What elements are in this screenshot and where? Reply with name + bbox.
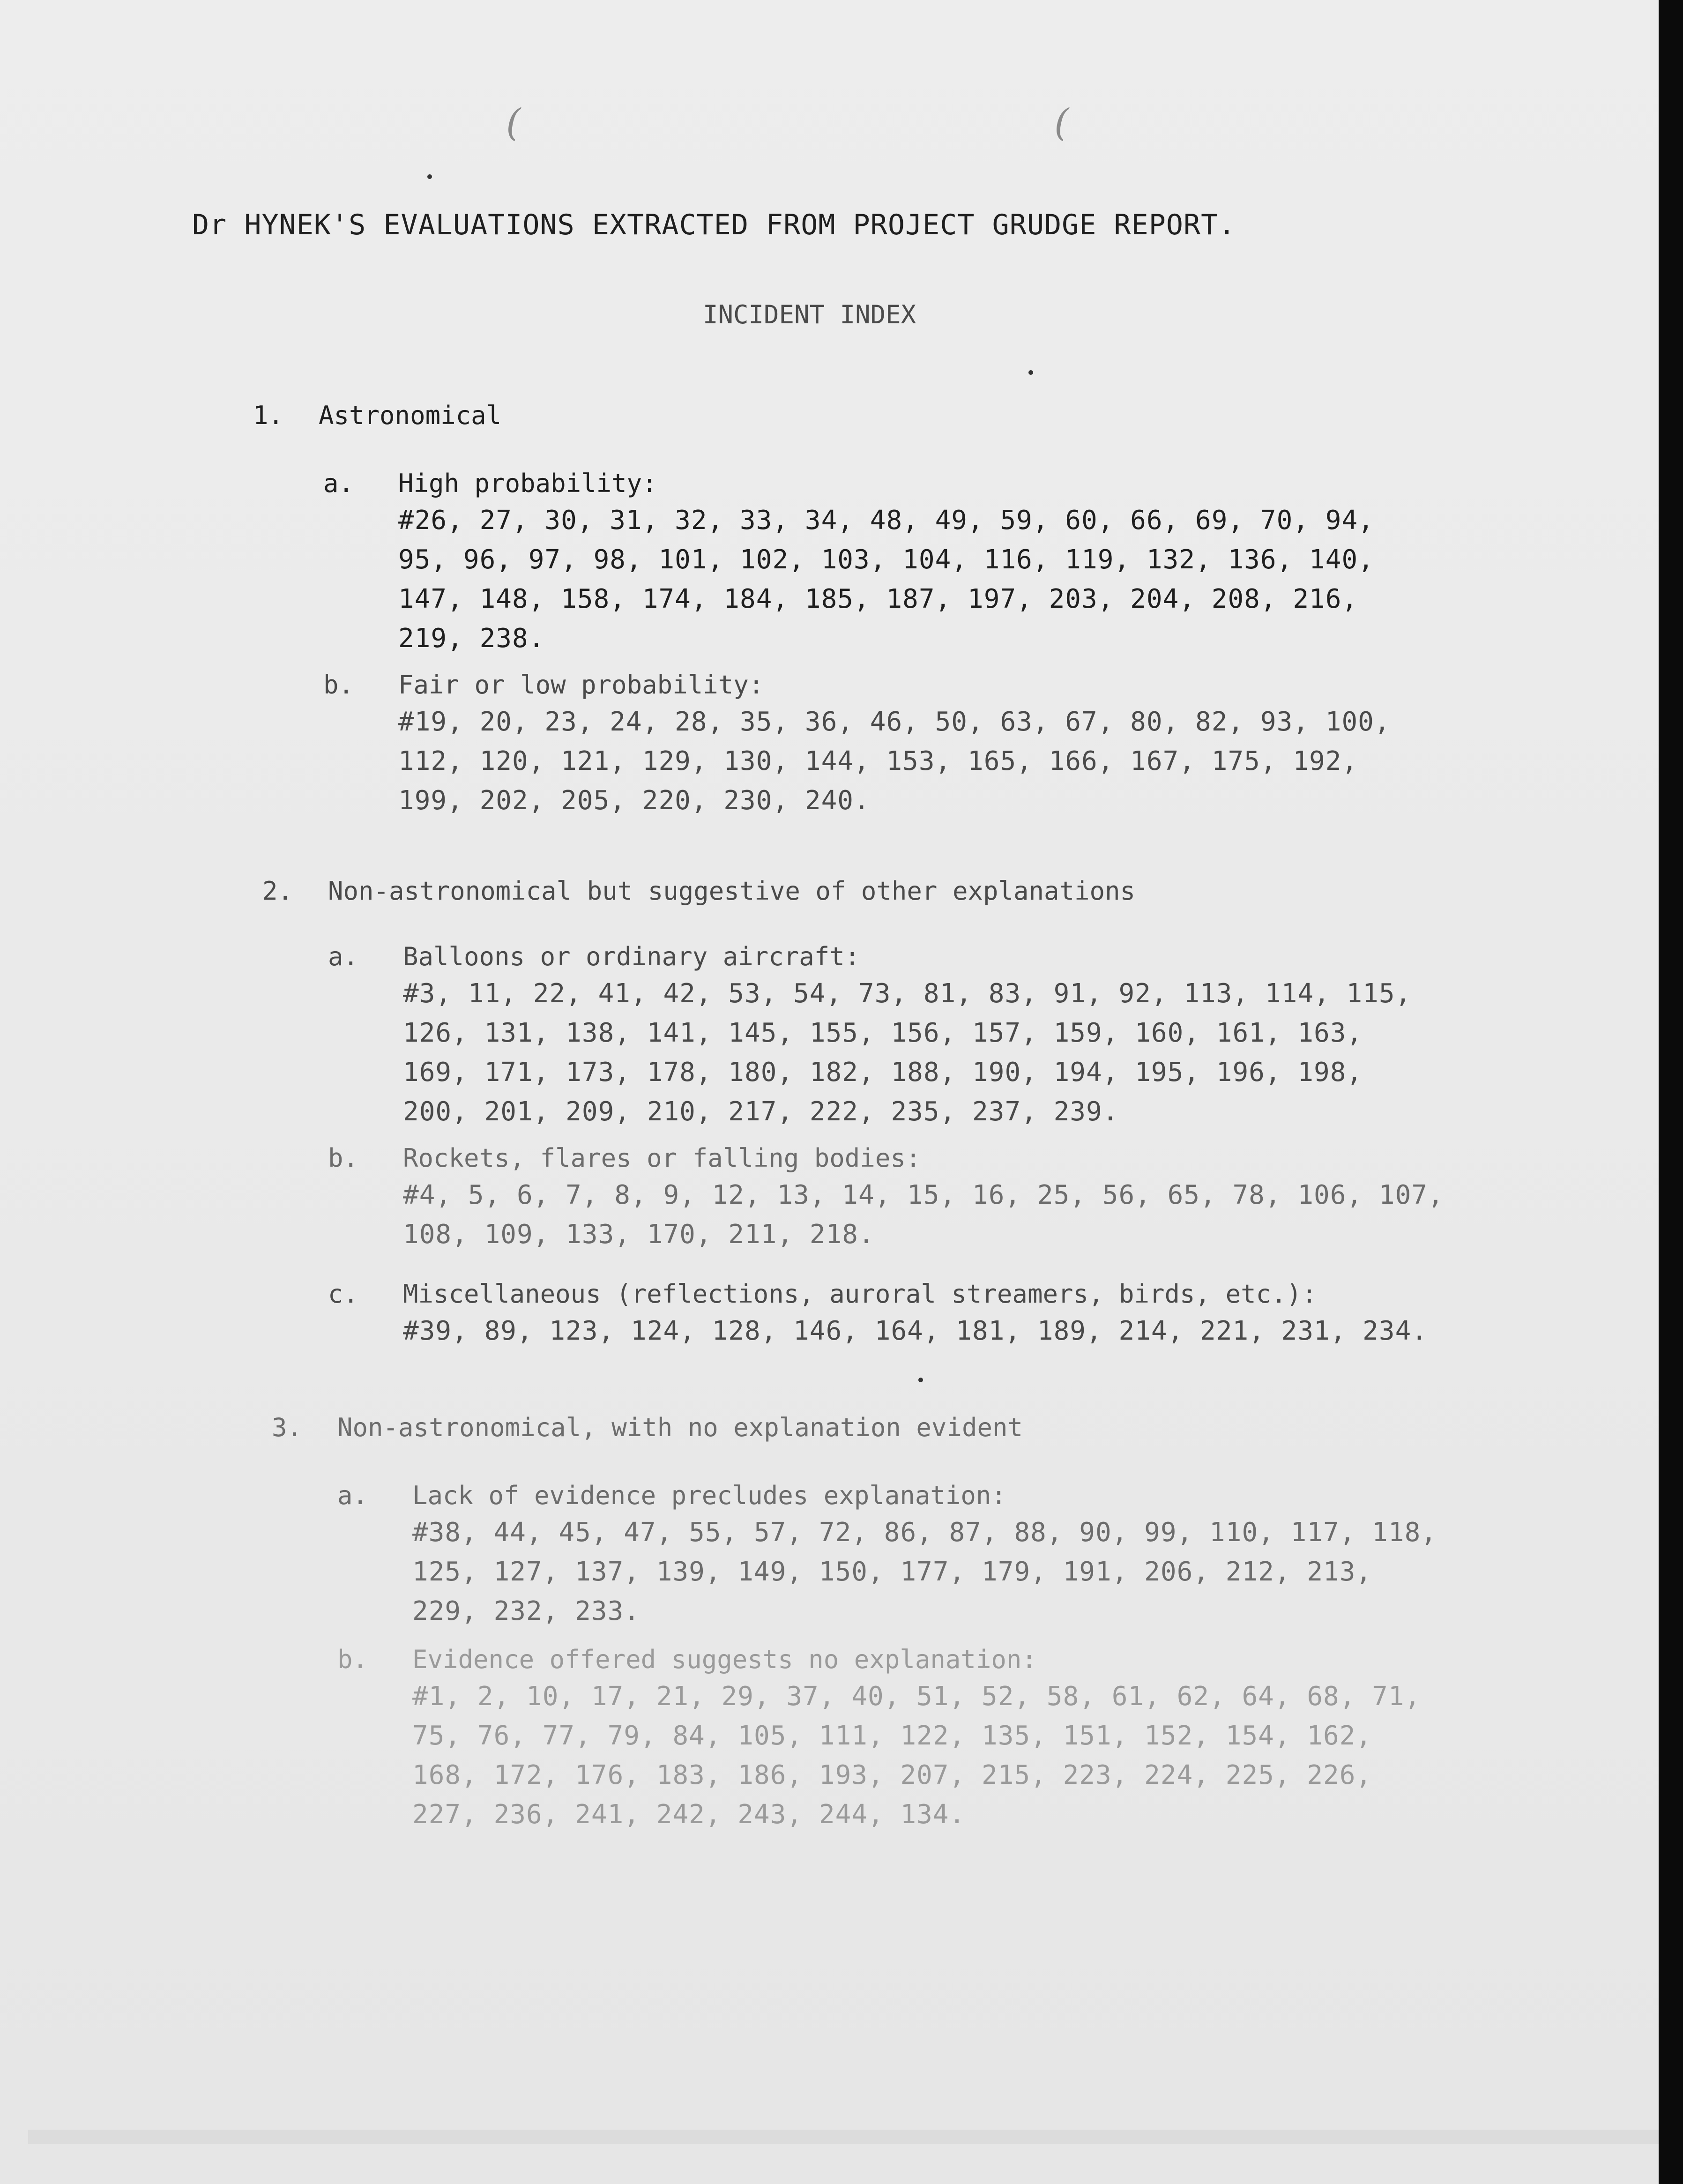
incident-list-line: 199, 202, 205, 220, 230, 240. bbox=[398, 785, 870, 816]
incident-list-line: #3, 11, 22, 41, 42, 53, 54, 73, 81, 83, 91, 92, 113, 114, 115, bbox=[403, 978, 1412, 1009]
section-number: 2. bbox=[262, 876, 293, 906]
incident-list-line: 227, 236, 241, 242, 243, 244, 134. bbox=[412, 1799, 966, 1830]
subsection-letter: a. bbox=[328, 942, 359, 971]
page-title: Dr HYNEK'S EVALUATIONS EXTRACTED FROM PROJECT GRUDGE REPORT. bbox=[192, 209, 1236, 241]
section-heading bbox=[253, 401, 501, 430]
section-title: Astronomical bbox=[319, 401, 502, 430]
scan-band bbox=[28, 2130, 1659, 2144]
incident-list-line: #1, 2, 10, 17, 21, 29, 37, 40, 51, 52, 58, 61, 62, 64, 68, 71, bbox=[412, 1681, 1421, 1712]
subsection-letter: c. bbox=[328, 1279, 359, 1309]
section-number: 1. bbox=[253, 401, 284, 430]
subsection-title: Fair or low probability: bbox=[398, 670, 764, 700]
incident-list-line: 219, 238. bbox=[398, 623, 545, 654]
subsection-miscellaneous bbox=[328, 1279, 1428, 1351]
subsection-title: Rockets, flares or falling bodies: bbox=[403, 1143, 921, 1173]
incident-list-line: 168, 172, 176, 183, 186, 193, 207, 215, 223, 224, 225, 226, bbox=[412, 1760, 1372, 1790]
subsection-title: Miscellaneous (reflections, auroral streamers, birds, etc.): bbox=[403, 1279, 1317, 1309]
subsection-lack-of-evidence bbox=[337, 1481, 1437, 1631]
scan-mark-right: ( bbox=[1054, 101, 1069, 144]
section-number: 3. bbox=[272, 1413, 303, 1442]
subsection-letter: a. bbox=[337, 1481, 368, 1510]
page-subtitle: INCIDENT INDEX bbox=[703, 300, 916, 329]
scan-mark-left: ( bbox=[506, 101, 521, 144]
scan-speck bbox=[918, 1378, 923, 1382]
incident-list-line: #26, 27, 30, 31, 32, 33, 34, 48, 49, 59, 60, 66, 69, 70, 94, bbox=[398, 505, 1374, 536]
incident-list-line: 75, 76, 77, 79, 84, 105, 111, 122, 135, 151, 152, 154, 162, bbox=[412, 1721, 1372, 1751]
incident-list-line: 108, 109, 133, 170, 211, 218. bbox=[403, 1219, 875, 1250]
subsection-rockets-flares-falling-bodies bbox=[328, 1143, 1444, 1254]
incident-list-line: #19, 20, 23, 24, 28, 35, 36, 46, 50, 63, 67, 80, 82, 93, 100, bbox=[398, 707, 1391, 737]
incident-list-line: 125, 127, 137, 139, 149, 150, 177, 179, 191, 206, 212, 213, bbox=[412, 1557, 1372, 1587]
subsection-title: High probability: bbox=[398, 469, 657, 498]
incident-list-line: 200, 201, 209, 210, 217, 222, 235, 237, 239. bbox=[403, 1096, 1119, 1127]
scan-speck bbox=[1028, 370, 1033, 375]
subsection-letter: b. bbox=[328, 1143, 359, 1173]
scan-speck bbox=[427, 174, 432, 179]
subsection-letter: a. bbox=[323, 469, 354, 498]
incident-list-line: 126, 131, 138, 141, 145, 155, 156, 157, 159, 160, 161, 163, bbox=[403, 1018, 1363, 1048]
subsection-title: Balloons or ordinary aircraft: bbox=[403, 942, 860, 971]
incident-list-line: #38, 44, 45, 47, 55, 57, 72, 86, 87, 88, 90, 99, 110, 117, 118, bbox=[412, 1517, 1437, 1548]
subsection-balloons-or-aircraft bbox=[328, 942, 1411, 1132]
subsection-high-probability bbox=[323, 469, 1374, 658]
incident-list-line: #4, 5, 6, 7, 8, 9, 12, 13, 14, 15, 16, 25, 56, 65, 78, 106, 107, bbox=[403, 1180, 1444, 1210]
subsection-title: Evidence offered suggests no explanation: bbox=[412, 1645, 1037, 1674]
section-heading bbox=[262, 876, 1135, 906]
incident-list-line: 112, 120, 121, 129, 130, 144, 153, 165, 166, 167, 175, 192, bbox=[398, 746, 1358, 776]
incident-list-line: #39, 89, 123, 124, 128, 146, 164, 181, 189, 214, 221, 231, 234. bbox=[403, 1316, 1428, 1346]
subsection-no-explanation bbox=[337, 1645, 1421, 1834]
section-title: Non-astronomical, with no explanation evident bbox=[337, 1413, 1023, 1442]
section-title: Non-astronomical but suggestive of other explanations bbox=[328, 876, 1136, 906]
subsection-letter: b. bbox=[337, 1645, 368, 1674]
section-heading bbox=[272, 1413, 1023, 1442]
incident-list-line: 95, 96, 97, 98, 101, 102, 103, 104, 116, 119, 132, 136, 140, bbox=[398, 544, 1374, 575]
subsection-fair-or-low-probability bbox=[323, 670, 1391, 820]
scan-edge bbox=[1659, 0, 1683, 2184]
subsection-title: Lack of evidence precludes explanation: bbox=[412, 1481, 1006, 1510]
subsection-letter: b. bbox=[323, 670, 354, 700]
incident-list-line: 169, 171, 173, 178, 180, 182, 188, 190, 194, 195, 196, 198, bbox=[403, 1057, 1363, 1088]
incident-list-line: 229, 232, 233. bbox=[412, 1596, 640, 1626]
incident-list-line: 147, 148, 158, 174, 184, 185, 187, 197, 203, 204, 208, 216, bbox=[398, 584, 1358, 614]
